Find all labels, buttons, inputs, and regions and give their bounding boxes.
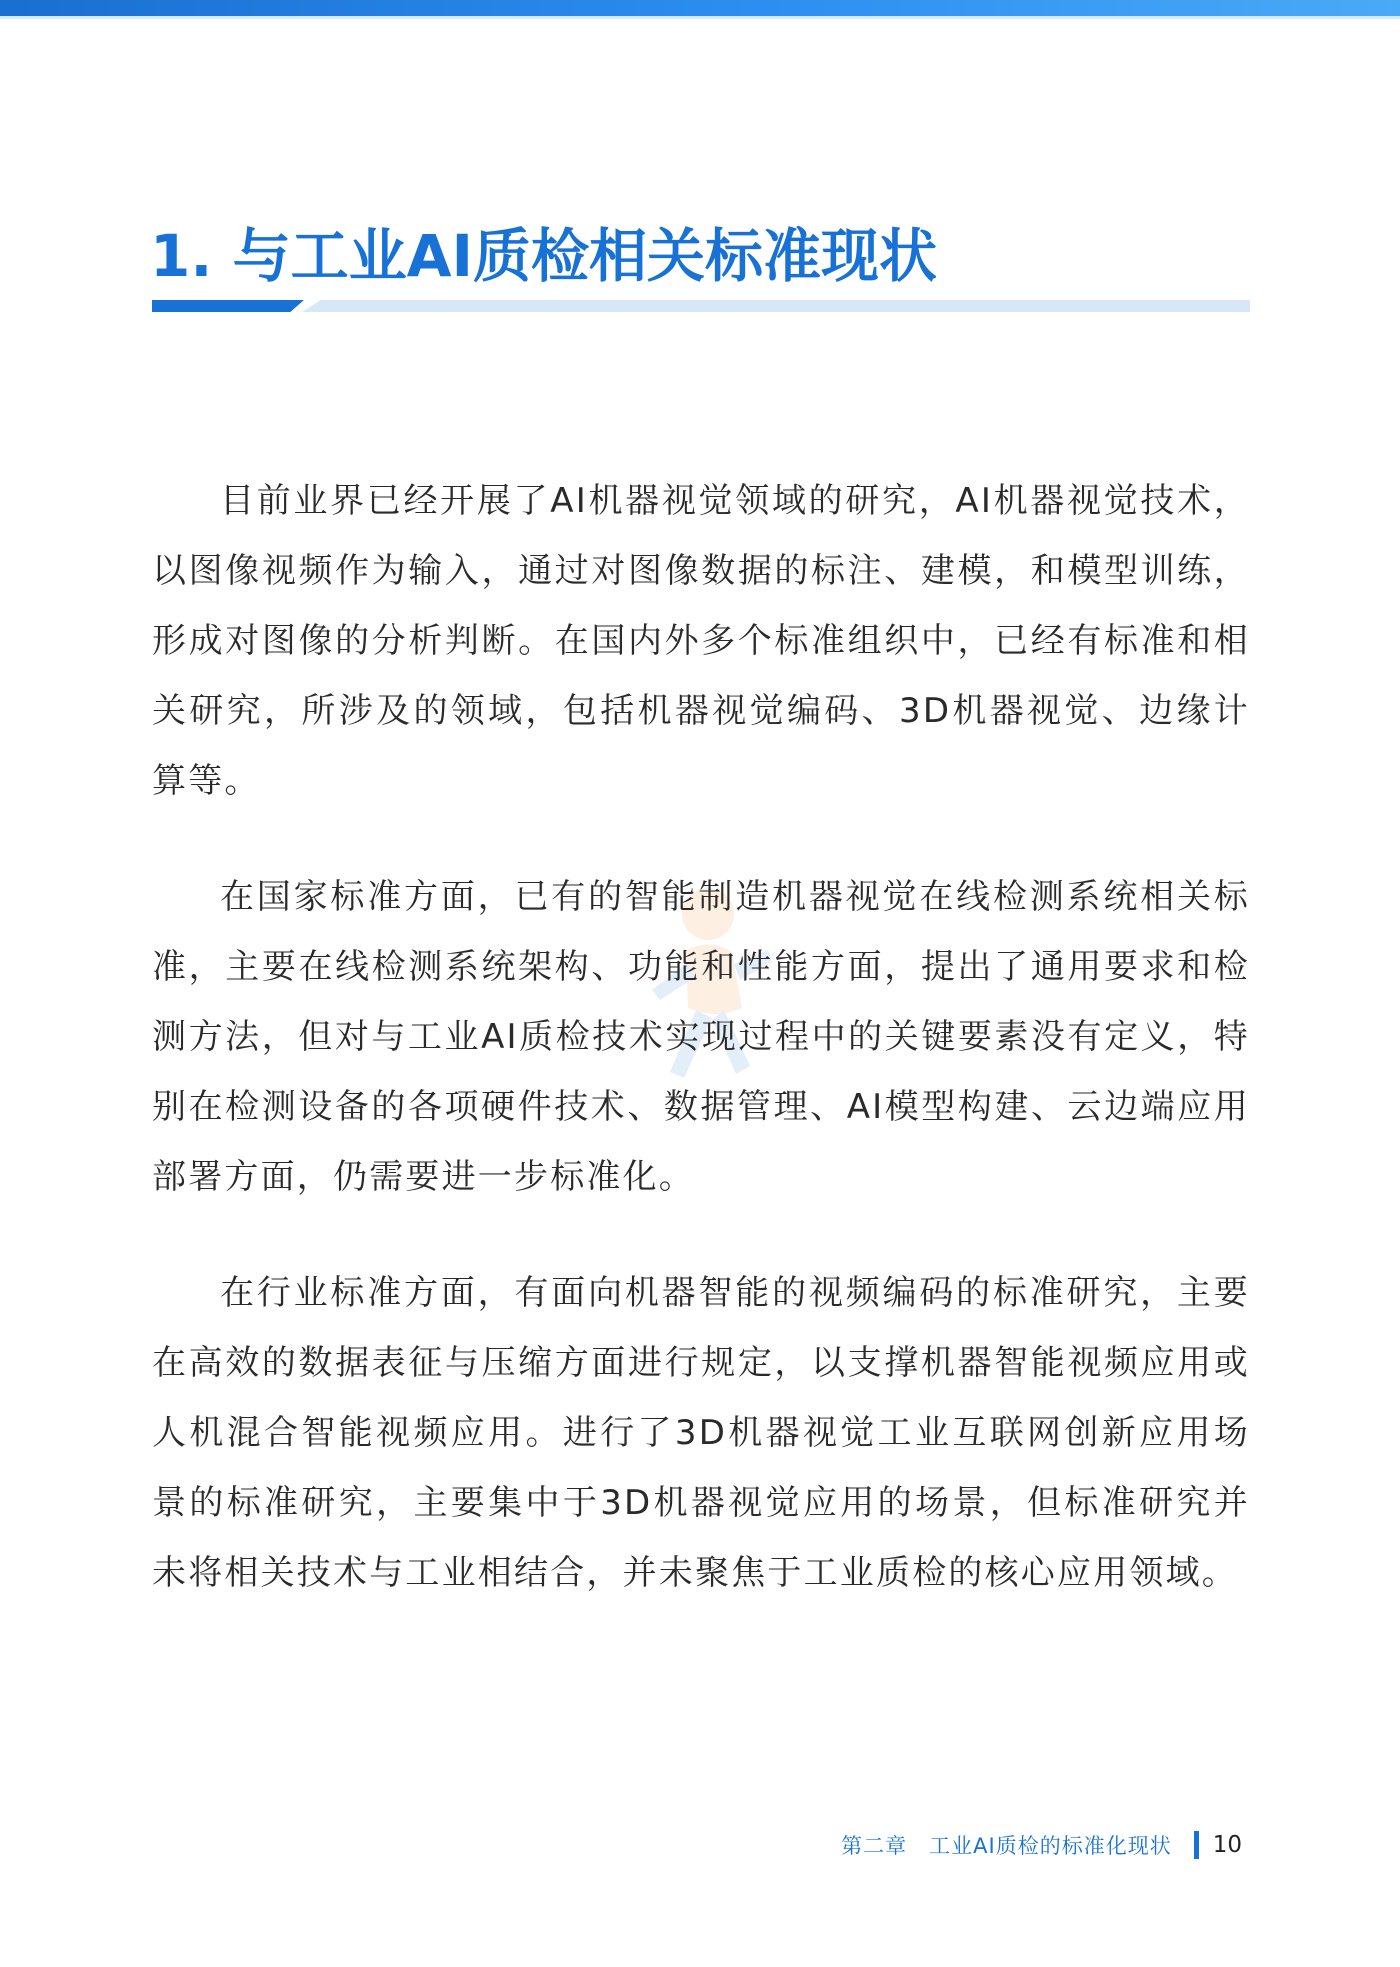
footer-divider — [1194, 1831, 1199, 1859]
title-underline-accent — [152, 300, 304, 312]
paragraph-intro: 目前业界已经开展了AI机器视觉领域的研究，AI机器视觉技术，以图像视频作为输入，通过对图像数据的标注、建模，和模型训练，形成对图像的分析判断。在国内外多个标准组织中，已经有标准和相关研究，所涉及的领域，包括机器视觉编码、3D机器视觉、边缘计算等。 — [152, 481, 1250, 801]
footer-chapter: 第二章 — [841, 1834, 908, 1858]
paragraph-industry-standards: 在行业标准方面，有面向机器智能的视频编码的标准研究，主要在高效的数据表征与压缩方面进行规定，以支撑机器智能视频应用或人机混合智能视频应用。进行了3D机器视觉工业互联网创新应用场景的标准研究，主要集中于3D机器视觉应用的场景，但标准研究并未将相关技术与工业相结合，并未聚焦于工业质检的核心应用领域。 — [152, 1273, 1250, 1593]
page-number: 10 — [1212, 1832, 1242, 1858]
title-underline — [152, 300, 1250, 312]
top-accent-bar — [0, 0, 1400, 16]
body-text — [152, 466, 1250, 1654]
page-footer — [841, 1830, 1242, 1860]
section-title: 1. 与工业AI质检相关标准现状 — [150, 222, 938, 290]
title-underline-track — [302, 300, 1250, 312]
footer-chapter-title: 工业AI质检的标准化现状 — [929, 1834, 1172, 1858]
paragraph-national-standards: 在国家标准方面，已有的智能制造机器视觉在线检测系统相关标准，主要在线检测系统架构、功能和性能方面，提出了通用要求和检测方法，但对与工业AI质检技术实现过程中的关键要素没有定义，特别在检测设备的各项硬件技术、数据管理、AI模型构建、云边端应用部署方面，仍需要进一步标准化。 — [152, 877, 1250, 1197]
